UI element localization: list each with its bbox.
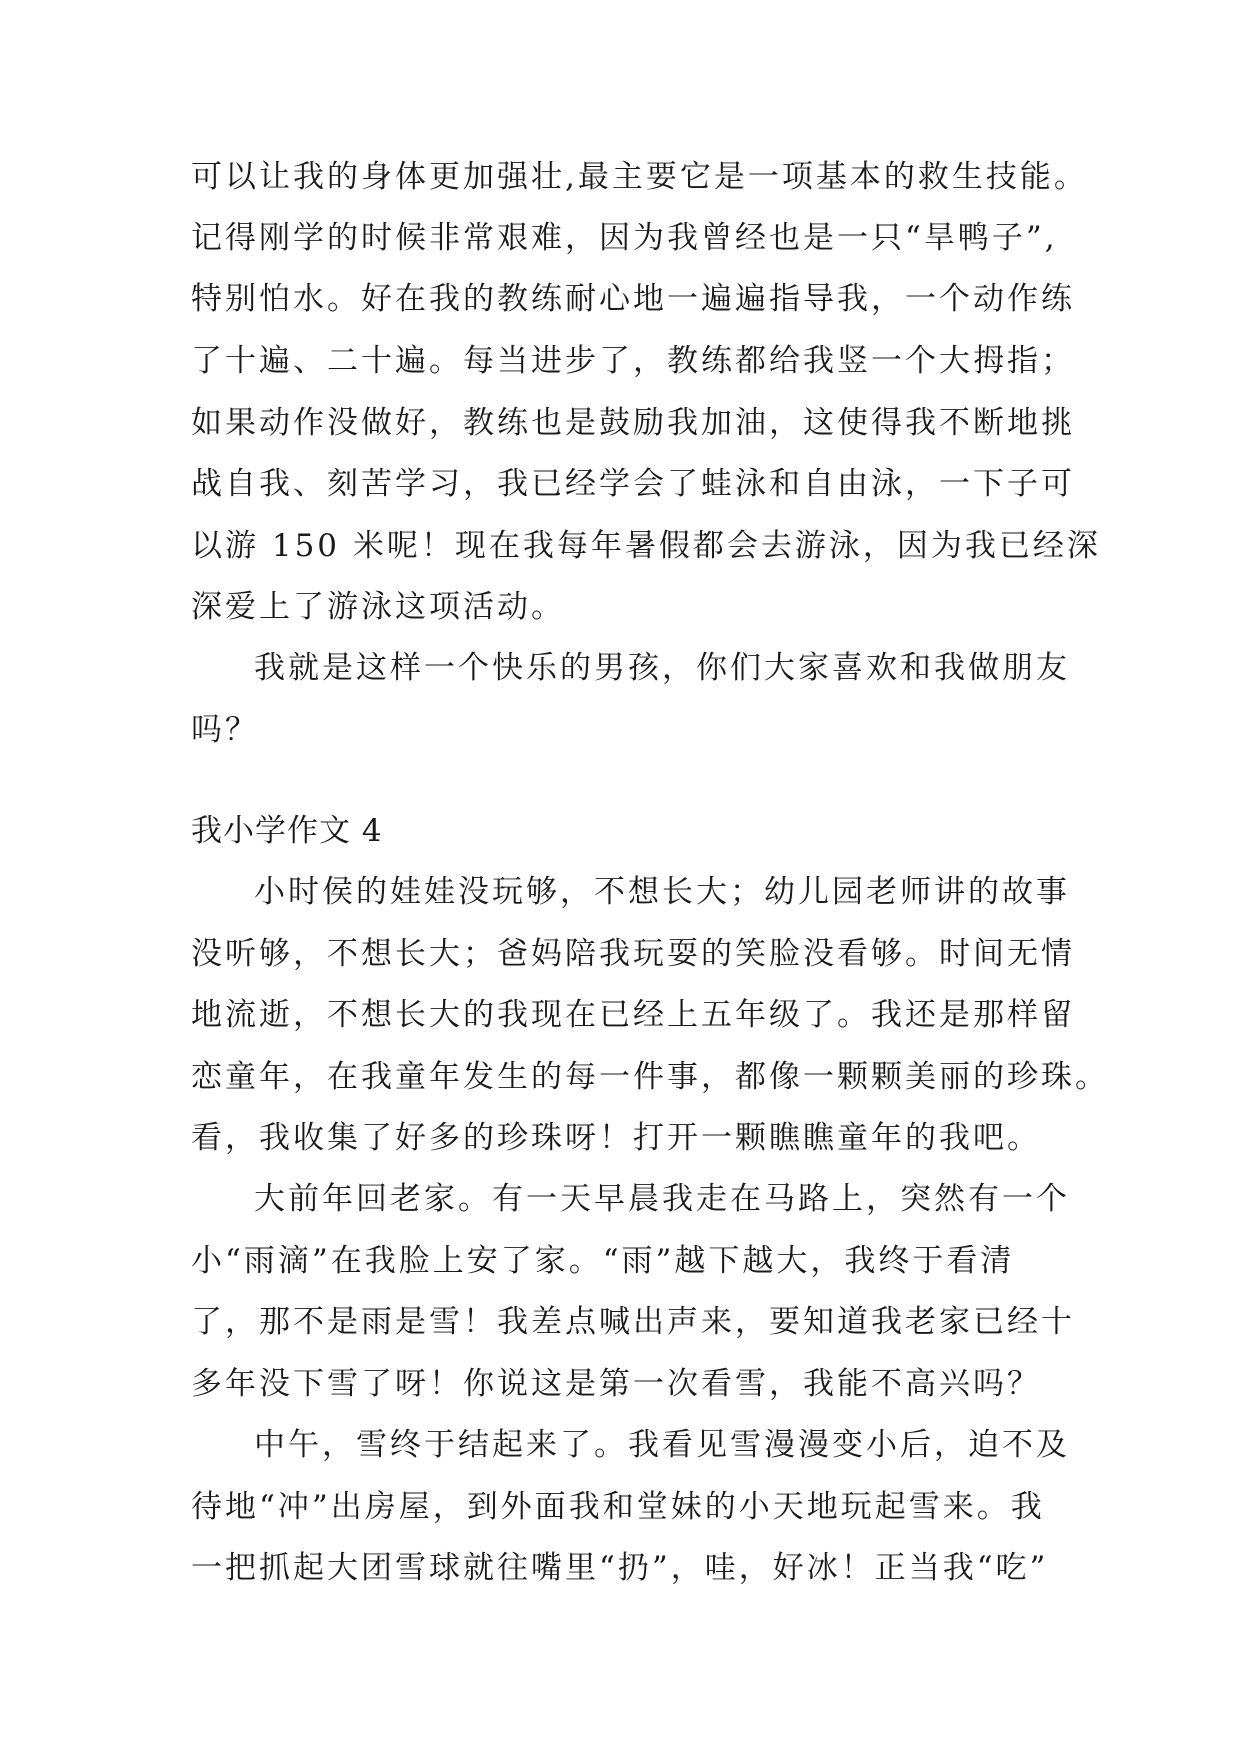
text-line: 记得刚学的时候非常艰难，因为我曾经也是一只“旱鸭子”, [191,220,1058,256]
text-line: 了十遍、二十遍。每当进步了，教练都给我竖一个大拇指； [191,343,1075,379]
text-line: 可以让我的身体更加强壮,最主要它是一项基本的救生技能。 [191,159,1088,195]
section-title: 我小学作文 4 [191,813,383,849]
text-line: 战自我、刻苦学习，我已经学会了蛙泳和自由泳，一下子可 [191,466,1075,502]
text-line: 中午，雪终于结起来了。我看见雪漫漫变小后，迫不及 [254,1427,1070,1463]
text-line: 以游 150 米呢！现在我每年暑假都会去游泳，因为我已经深 [191,528,1101,564]
text-line: 小时侯的娃娃没玩够，不想长大；幼儿园老师讲的故事 [254,874,1070,910]
text-line: 吗？ [191,712,259,748]
text-line: 一把抓起大团雪球就往嘴里“扔”，哇，好冰！正当我“吃” [191,1550,1049,1586]
text-line: 我就是这样一个快乐的男孩，你们大家喜欢和我做朋友 [254,650,1070,686]
text-line: 如果动作没做好，教练也是鼓励我加油，这使得我不断地挑 [191,405,1075,441]
text-line: 恋童年，在我童年发生的每一件事，都像一颗颗美丽的珍珠。 [191,1059,1109,1095]
text-line: 了，那不是雨是雪！我差点喊出声来，要知道我老家已经十 [191,1304,1075,1340]
text-line: 大前年回老家。有一天早晨我走在马路上，突然有一个 [254,1181,1070,1217]
text-line: 待地“冲”出房屋，到外面我和堂妹的小天地玩起雪来。我 [191,1489,1045,1525]
text-line: 深爱上了游泳这项活动。 [191,589,565,625]
text-line: 小“雨滴”在我脸上安了家。“雨”越下越大，我终于看清 [191,1243,1015,1279]
text-line: 看，我收集了好多的珍珠呀！打开一颗瞧瞧童年的我吧。 [191,1120,1041,1156]
text-line: 没听够，不想长大；爸妈陪我玩耍的笑脸没看够。时间无情 [191,936,1075,972]
text-line: 地流逝，不想长大的我现在已经上五年级了。我还是那样留 [191,997,1075,1033]
text-line: 多年没下雪了呀！你说这是第一次看雪，我能不高兴吗？ [191,1366,1041,1402]
text-line: 特别怕水。好在我的教练耐心地一遍遍指导我，一个动作练 [191,281,1075,317]
